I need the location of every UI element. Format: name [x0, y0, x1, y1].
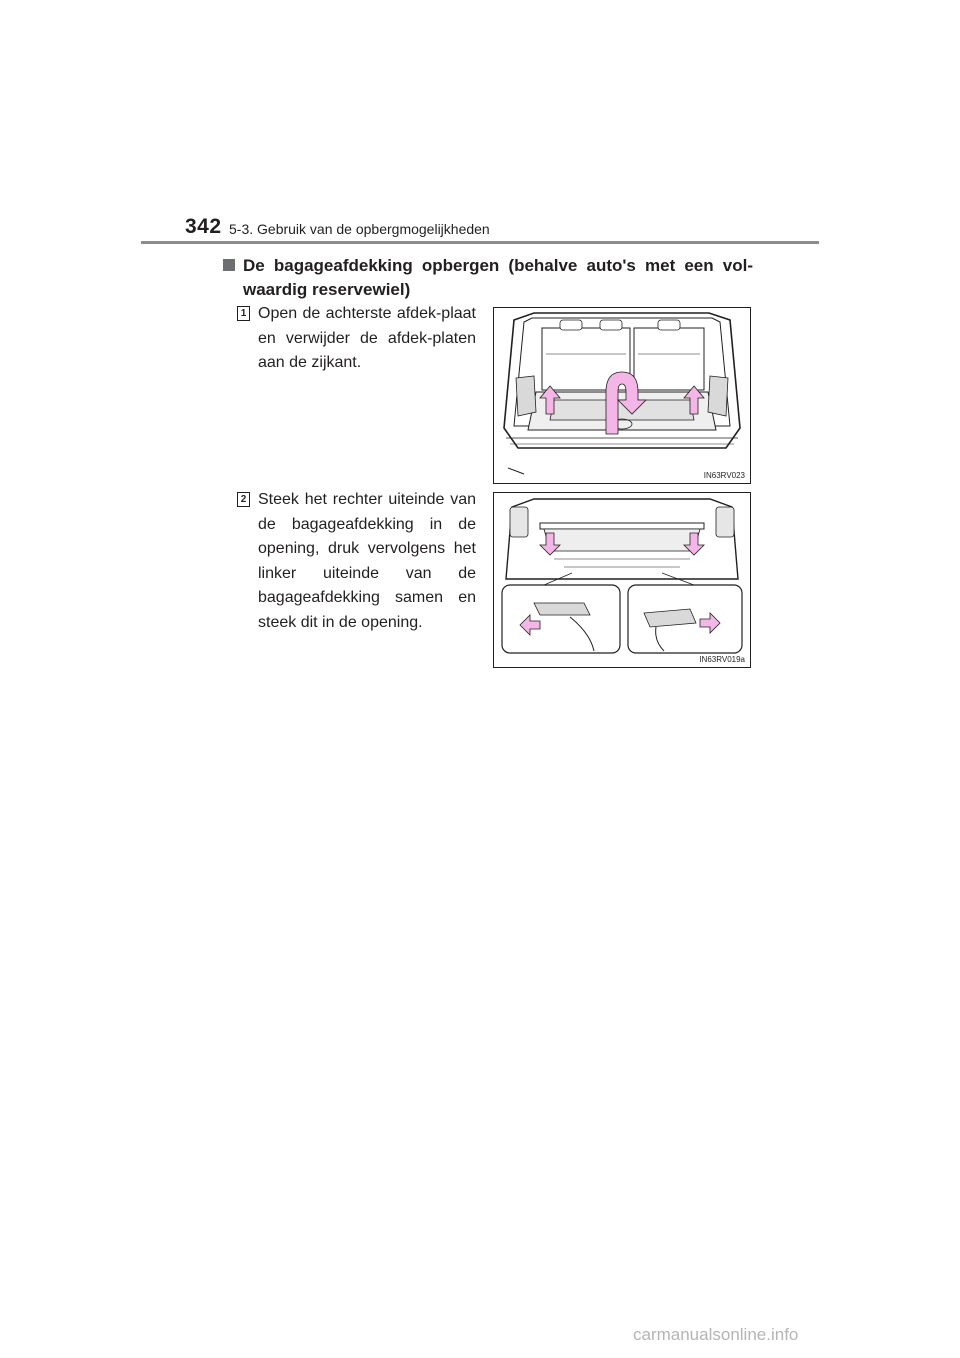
figure-code: IN63RV019a	[699, 655, 745, 664]
tonneau-cover-illustration	[494, 493, 750, 667]
figure-code: IN63RV023	[703, 471, 745, 480]
section-heading	[223, 254, 753, 302]
running-head: 5-3. Gebruik van de opbergmogelijkheden	[229, 221, 490, 237]
cargo-area-illustration	[494, 308, 750, 483]
step-2-text: Steek het rechter uiteinde van de bagageafdekking in de opening, druk vervolgens het linker uiteinde van de bagageafdekking samen en steek dit in de opening.	[258, 491, 476, 631]
header-rule	[141, 241, 819, 244]
square-bullet-icon	[223, 259, 235, 271]
step-1-text: Open de achterste afdek-plaat en verwijder de afdek-platen aan de zijkant.	[258, 305, 476, 371]
step-number-1: 1	[237, 306, 250, 321]
figure-insert-tonneau-cover	[493, 492, 751, 668]
section-heading-text: De bagageafdekking opbergen (behalve auto's met een vol-waardig reservewiel)	[243, 256, 753, 299]
step-number-2: 2	[237, 492, 250, 507]
page-number: 342	[185, 215, 222, 238]
watermark: carmanualsonline.info	[633, 1325, 799, 1344]
figure-open-deck-board	[493, 307, 751, 484]
